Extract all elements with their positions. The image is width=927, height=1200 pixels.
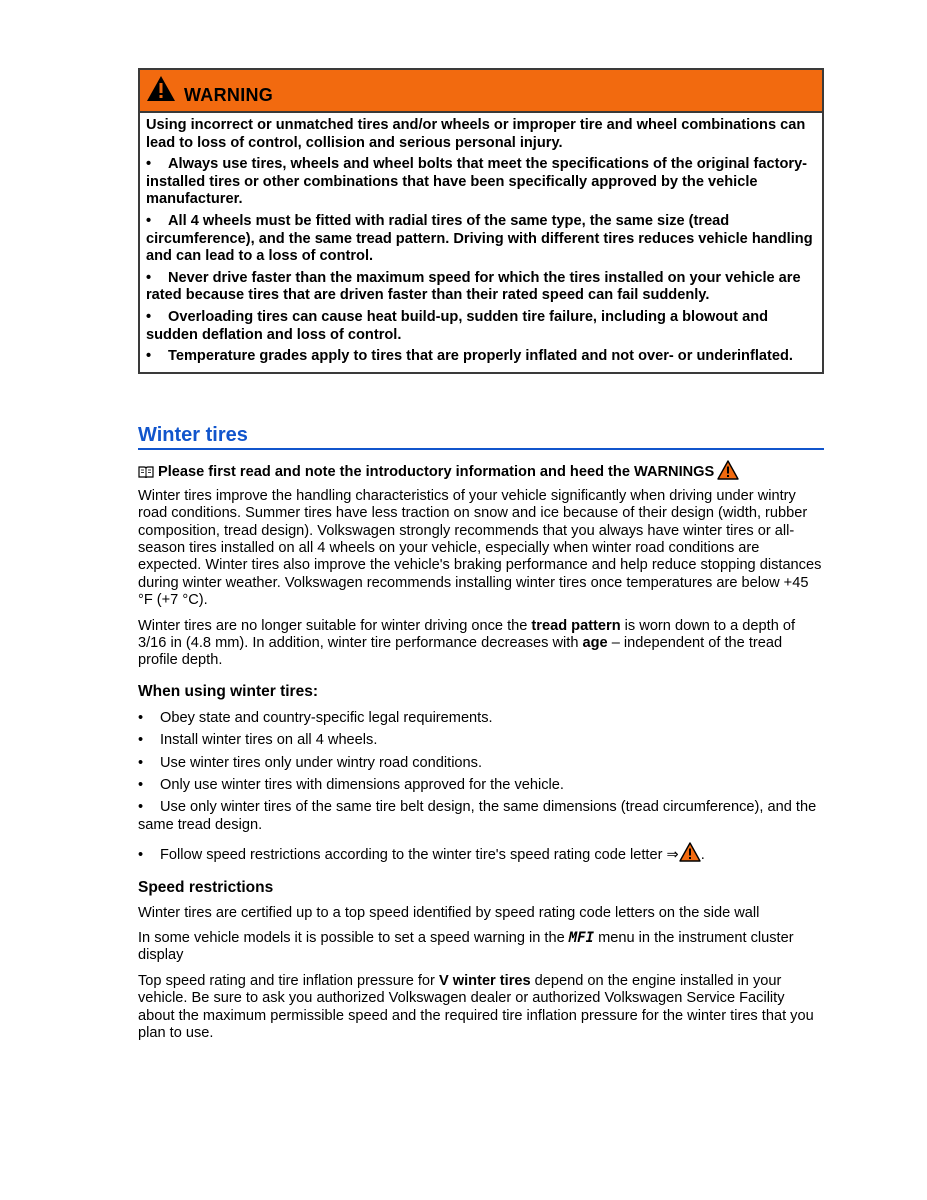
warning-triangle-icon <box>146 75 176 102</box>
mfi-paragraph: In some vehicle models it is possible to set a speed warning in the MFI menu in the instrument cluster display <box>138 930 794 964</box>
list-item: • Only use winter tires with dimensions approved for the vehicle. <box>138 777 564 793</box>
list-item: • Follow speed restrictions according to the winter tire's speed rating code letter ⇒ . <box>138 842 824 864</box>
warning-header <box>140 70 822 113</box>
book-icon <box>138 465 154 478</box>
warning-icon <box>717 460 739 480</box>
v-tires-paragraph: Top speed rating and tire inflation pressure for V winter tires depend on the engine installed in your vehicle. Be sure to ask you authorized Volkswagen dealer or authorized Volkswagen Service Facility about the maximum permissible speed and the required tire inflation pressure for the winter tires that you plan to use. <box>138 972 814 1042</box>
mfi-label: MFI <box>568 930 595 947</box>
warning-box <box>138 68 824 374</box>
using-heading: When using winter tires: <box>138 682 318 700</box>
intro-paragraph: Winter tires improve the handling characteristics of your vehicle significantly when driving under wintry road conditions. Summer tires have less traction on snow and ice because of their design (width, rubber composition, tread design). Volkswagen strongly recommends that you always have winter tires or all-season tires installed on all 4 wheels on your vehicle, especially when winter road conditions are expected. Winter tires also improve the vehicle's braking performance and help reduce stopping distances during winter weather. Volkswagen recommends installing winter tires once temperatures are below +45 °F (+7 °C). <box>138 487 822 609</box>
section-title: Winter tires <box>138 423 824 450</box>
manual-page <box>138 68 824 1042</box>
tread-paragraph: Winter tires are no longer suitable for winter driving once the tread pattern is worn down to a depth of 3/16 in (4.8 mm). In addition, winter tire performance decreases with age – independent of the tread profile depth. <box>138 617 796 669</box>
warning-bullet: • All 4 wheels must be fitted with radial tires of the same type, the same size (tread circumference), and the same tread pattern. Driving with different tires reduces vehicle handling and can lead to a loss of control. <box>146 212 813 265</box>
list-item: • Obey state and country-specific legal requirements. <box>138 709 493 726</box>
list-item: • Install winter tires on all 4 wheels. <box>138 732 378 749</box>
warning-bullet: • Overloading tires can cause heat build-up, sudden tire failure, including a blowout and sudden deflation and loss of control. <box>146 308 769 343</box>
warning-body <box>140 113 822 372</box>
read-note-text: Please first read and note the introductory information and heed the WARNINGS <box>158 463 715 480</box>
speed-heading: Speed restrictions <box>138 878 274 896</box>
warning-bullet: • Always use tires, wheels and wheel bolts that meet the specifications of the original factory-installed tires or other combinations that have been specifically approved by the vehicle manufacturer. <box>146 156 808 208</box>
list-item: • Use only winter tires of the same tire belt design, the same dimensions (tread circumference), and the same tread design. <box>138 799 817 833</box>
warning-bullet: • Temperature grades apply to tires that are properly inflated and not over- or underinflated. <box>146 348 793 365</box>
list-item: • Use winter tires only under wintry road conditions. <box>138 754 483 771</box>
speed-paragraph: Winter tires are certified up to a top speed identified by speed rating code letters on the side wall <box>138 904 760 921</box>
read-note[interactable] <box>138 464 824 480</box>
warning-intro: Using incorrect or unmatched tires and/or wheels or improper tire and wheel combinations can lead to loss of control, collision and serious personal injury. <box>146 117 806 151</box>
warning-title: WARNING <box>184 85 274 105</box>
warning-bullet: • Never drive faster than the maximum speed for which the tires installed on your vehicle are rated because tires that are driven faster than their rated speed can fail suddenly. <box>146 269 801 304</box>
warning-icon[interactable] <box>679 842 701 862</box>
